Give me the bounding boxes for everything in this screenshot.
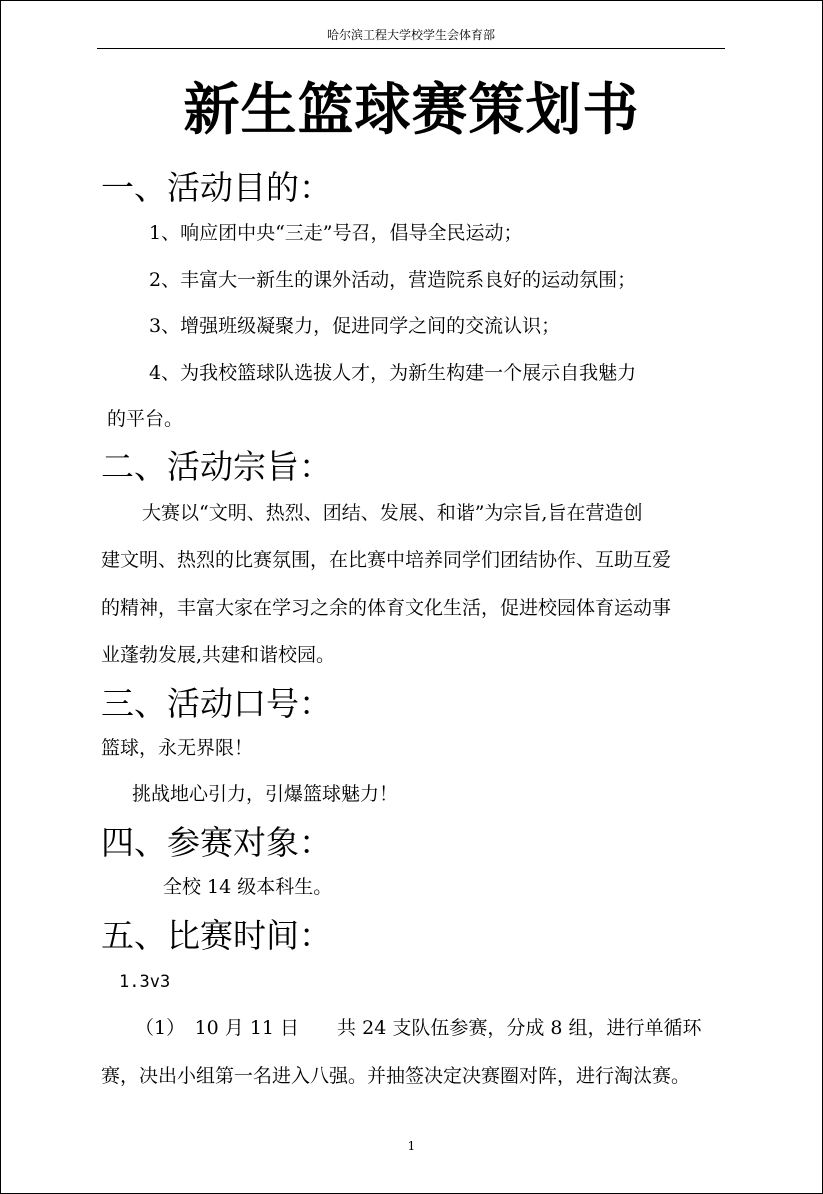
paragraph-line: 建文明、热烈的比赛氛围，在比赛中培养同学们团结协作、互助互爱 [101,549,672,571]
section-heading-participants: 四、参赛对象： [101,823,332,862]
paragraph-line: 全校 14 级本科生。 [163,876,333,898]
paragraph-line: 1、响应团中央“三走”号召，倡导全民运动； [149,222,523,244]
paragraph-line: 4、为我校篮球队选拔人才，为新生构建一个展示自我魅力 [149,362,637,384]
paragraph-line: 的平台。 [107,408,184,430]
paragraph-line: 3、增强班级凝聚力，促进同学之间的交流认识； [149,315,561,337]
page-header: 哈尔滨工程大学校学生会体育部 [326,28,495,42]
page-number: 1 [407,1139,416,1153]
paragraph-line: （1） 10 月 11 日 共 24 支队伍参赛，分成 8 组，进行单循环 [135,1017,702,1039]
slogan-line: 挑战地心引力，引爆篮球魅力！ [132,783,399,805]
document-title: 新生篮球赛策划书 [183,78,640,143]
schedule-item-label: 1.3v3 [119,972,171,992]
section-heading-tenet: 二、活动宗旨： [101,447,332,486]
section-heading-purpose: 一、活动目的： [101,168,332,207]
paragraph-line: 赛，决出小组第一名进入八强。并抽签决定决赛圈对阵，进行淘汰赛。 [101,1065,691,1087]
paragraph-line: 的精神，丰富大家在学习之余的体育文化生活，促进校园体育运动事 [101,597,672,619]
section-heading-schedule: 五、比赛时间： [101,916,332,955]
header-divider [97,48,725,49]
paragraph-line: 业蓬勃发展,共建和谐校园。 [101,644,336,666]
section-heading-slogan: 三、活动口号： [101,684,332,723]
paragraph-line: 2、丰富大一新生的课外活动，营造院系良好的运动氛围； [149,269,637,291]
paragraph-line: 大赛以“文明、热烈、团结、发展、和谐”为宗旨,旨在营造创 [142,502,643,524]
slogan-line: 篮球，永无界限！ [101,737,254,759]
